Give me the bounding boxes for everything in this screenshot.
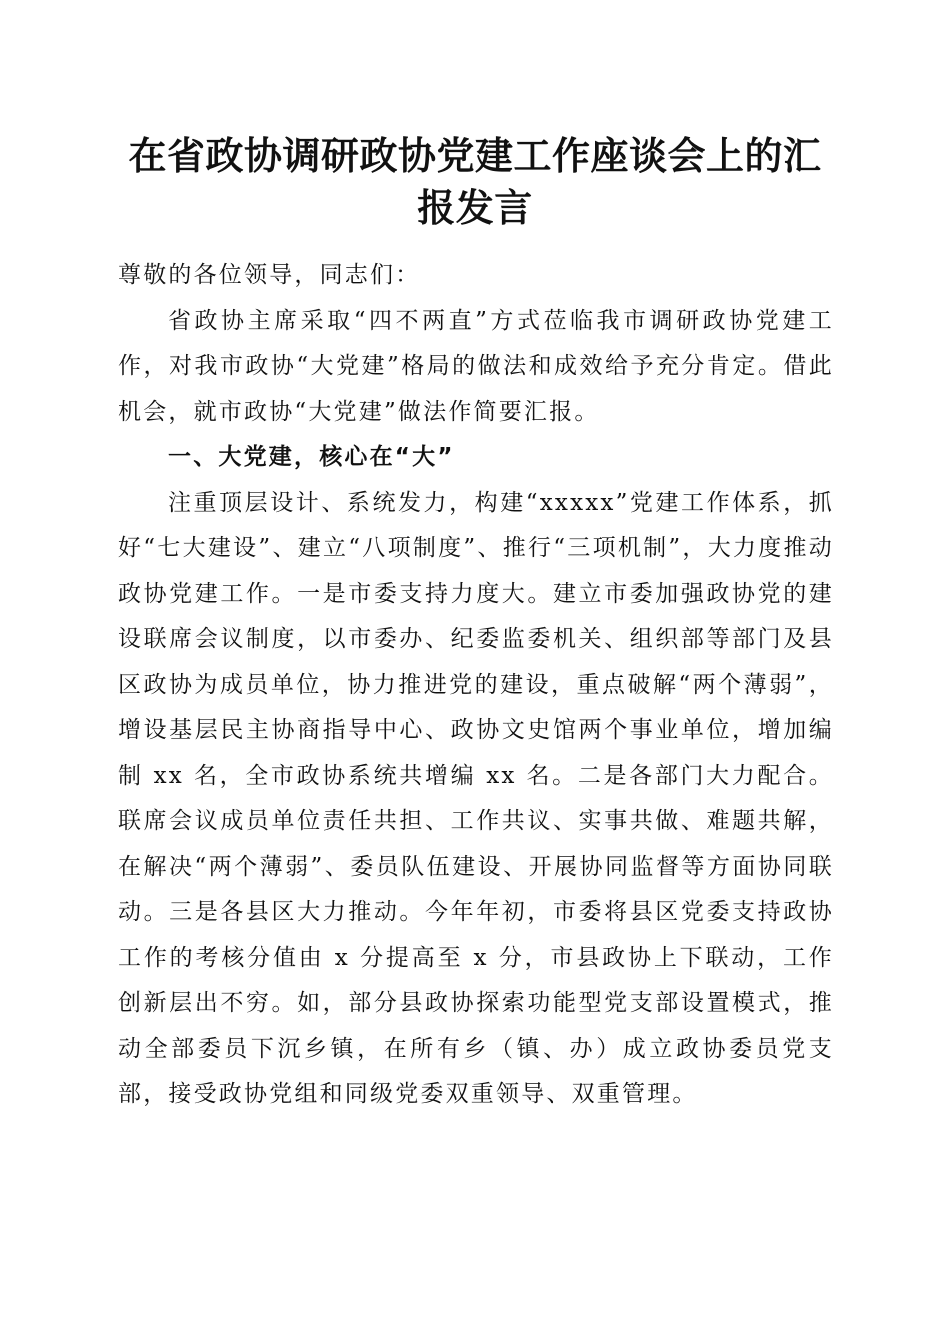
salutation: 尊敬的各位领导，同志们：	[118, 262, 421, 288]
intro-paragraph: 省政协主席采取“四不两直”方式莅临我市调研政协党建工作，对我市政协“大党建”格局的做法和成效给予充分肯定。借此机会，就市政协“大党建”做法作简要汇报。	[118, 307, 834, 425]
section-body-paragraph: 注重顶层设计、系统发力，构建“xxxxx”党建工作体系，抓好“七大建设”、建立“八项制度”、推行“三项机制”，大力度推动政协党建工作。一是市委支持力度大。建立市委加强政协党的建设联席会议制度，以市委办、纪委监委机关、组织部等部门及县区政协为成员单位，协力推进党的建设，重点破解“两个薄弱”，增设基层民主协商指导中心、政协文史馆两个事业单位，增加编制 xx 名，全市政协系统共增编 xx 名。二是各部门大力配合。联席会议成员单位责任共担、工作共议、实事共做、难题共解，在解决“两个薄弱”、委员队伍建设、开展协同监督等方面协同联动。三是各县区大力推动。今年年初，市委将县区党委支持政协工作的考核分值由 x 分提高至 x 分，市县政协上下联动，工作创新层出不穷。如，部分县政协探索功能型党支部设置模式，推动全部委员下沉乡镇，在所有乡（镇、办）成立政协委员党支部，接受政协党组和同级党委双重领导、双重管理。	[118, 489, 834, 1107]
document-title: 在省政协调研政协党建工作座谈会上的汇报发言	[128, 133, 822, 230]
document-body	[118, 253, 834, 1118]
section-heading: 一、大党建，核心在“大”	[168, 444, 455, 470]
